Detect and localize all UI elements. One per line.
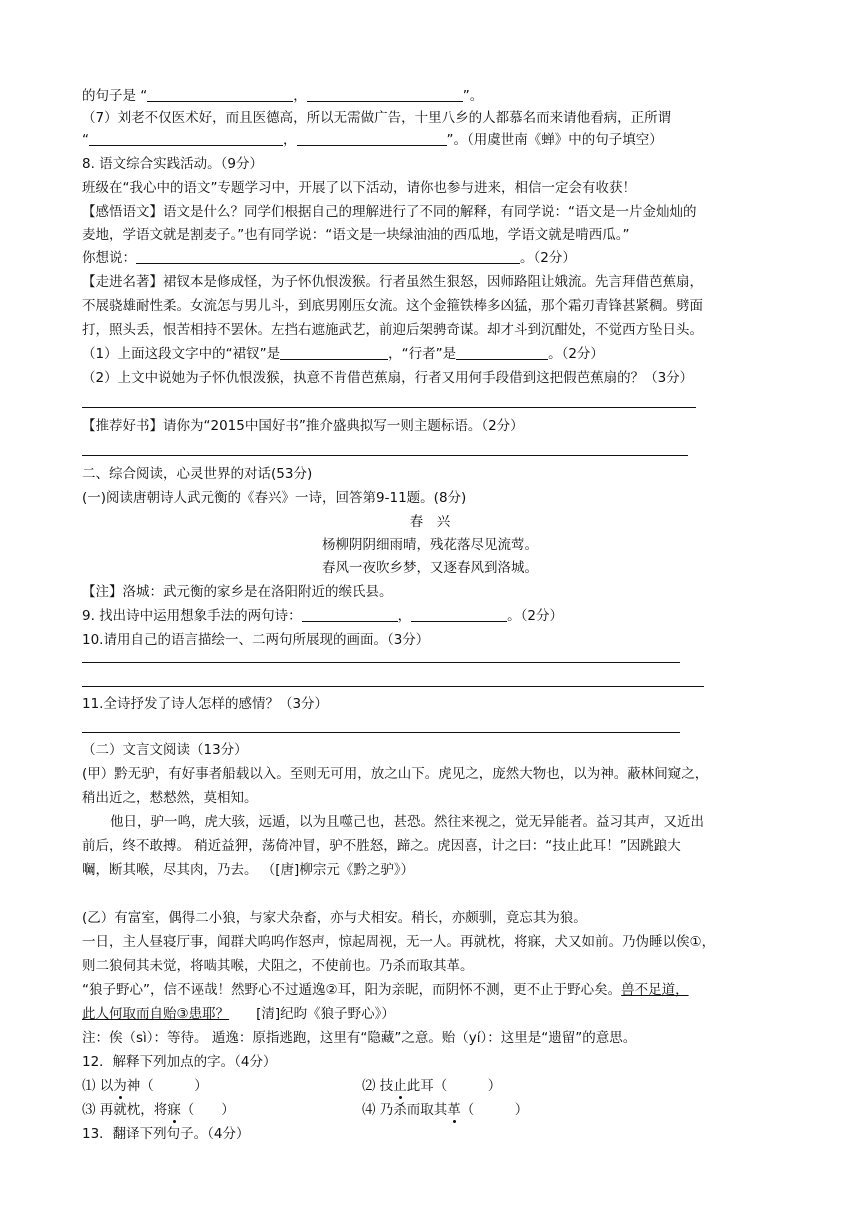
q9 bbox=[82, 606, 563, 626]
q7-sep: ， bbox=[283, 132, 297, 148]
q12-3-text: ⑶ 再就枕，将 bbox=[82, 1102, 168, 1118]
q8-intro: 班级在“我心中的语文”专题学习中，开展了以下活动，请你也参与进来，相信一定会有收获！ bbox=[82, 180, 636, 196]
dotted-char: 革 bbox=[447, 1102, 461, 1118]
passage-b-note: 注：俟（sì）：等待。 遁逸：原指逃跑，这里有“隐藏”之意。贻（yí）：这里是“遗留”的意思。 bbox=[82, 1030, 637, 1046]
q6-sep: ， bbox=[293, 88, 307, 104]
q8-s1-score: 。（2分） bbox=[520, 250, 576, 266]
q8-s2-q1-score: 。（2分） bbox=[548, 346, 604, 362]
q7-text: （7）刘老不仅医术好，而且医德高，所以无需做广告，十里八乡的人都慕名而来请他看病，正所谓 bbox=[82, 110, 672, 126]
q8-s1-answer bbox=[82, 248, 576, 268]
q7-pre: “ bbox=[82, 132, 89, 148]
answer-line[interactable] bbox=[82, 455, 688, 456]
q8-s2-line1: 【走进名著】裙钗本是修成怪，为子怀仇恨泼猴。行者虽然生狠怒，因师路阻让娥流。先言拜借芭蕉扇， bbox=[82, 274, 703, 290]
q8-s2-q2: （2）上文中说她为子怀仇恨泼猴，执意不肯借芭蕉扇，行者又用何手段借到这把假芭蕉扇的？（3分） bbox=[82, 370, 694, 386]
q12-2-text: ⑵ 技 bbox=[362, 1078, 394, 1094]
passage-b-source: [清]纪昀《狼子野心》） bbox=[229, 1006, 395, 1022]
q8-s1-line2: 麦地，学语文就是割麦子。”也有同学说：“语文是一块绿油油的西瓜地，学语文就是啃西瓜。” bbox=[82, 227, 630, 243]
passage-b-line1: (乙）有富室，偶得二小狼，与家犬杂畜，亦与犬相安。稍长，亦颇驯，竟忘其为狼。 bbox=[82, 910, 587, 926]
answer-line[interactable] bbox=[82, 686, 704, 687]
passage-b-text: “狼子野心”，信不诬哉！然野心不过遁逸②耳，阳为亲昵，而阴怀不测，更不止于野心矣。 bbox=[82, 982, 622, 998]
q8-title: 8. 语文综合实践活动。（9分） bbox=[82, 156, 264, 172]
answer-blank[interactable] bbox=[302, 607, 398, 622]
q8-s2-line3: 打，照头丢，恨苦相持不罢休。左挡右遮施武艺，前迎后架骋奇谋。却才斗到沉酣处，不觉西方坠日头。 bbox=[82, 322, 703, 338]
passage-b-line4 bbox=[82, 980, 689, 1000]
q9-text: 9. 找出诗中运用想象手法的两句诗： bbox=[82, 608, 302, 624]
dotted-char: 寐 bbox=[167, 1102, 181, 1118]
underlined-sentence: 兽不足道， bbox=[621, 982, 689, 998]
q12-title: 12．解释下列加点的字。（4分） bbox=[82, 1054, 277, 1070]
answer-line[interactable] bbox=[82, 407, 696, 408]
dotted-char: 止 bbox=[393, 1078, 407, 1094]
q8-s2-q1-text2: ，“行者”是 bbox=[388, 346, 457, 362]
answer-blank[interactable] bbox=[280, 345, 388, 360]
q8-s1-line1: 【感悟语文】语文是什么？同学们根据自己的理解进行了不同的解释，有同学说：“语文是一片金灿灿的 bbox=[82, 204, 697, 220]
q11: 11.全诗抒发了诗人怎样的感情？（3分） bbox=[82, 696, 329, 712]
q8-s2-q1-text: （1）上面这段文字中的“裙钗”是 bbox=[82, 346, 281, 362]
poem-line-2: 春风一夜吹乡梦，又逐春风到洛城。 bbox=[322, 560, 538, 576]
q13-title: 13．翻译下列句子。（4分） bbox=[82, 1126, 250, 1142]
passage-a-line4: 前后，终不敢搏。 稍近益狎，荡倚冲冒，驴不胜怒，蹄之。虎因喜，计之曰：“技止此耳！”因跳踉大 bbox=[82, 838, 681, 854]
q12-item-3 bbox=[82, 1100, 235, 1120]
answer-blank[interactable] bbox=[456, 345, 548, 360]
q12-4-blank[interactable]: （ ） bbox=[460, 1102, 529, 1118]
answer-blank[interactable] bbox=[89, 131, 283, 146]
answer-line[interactable] bbox=[82, 732, 680, 733]
passage-b-line2: 一日，主人昼寝厅事，闻群犬呜呜作怒声，惊起周视，无一人。再就枕，将寐，犬又如前。乃伪睡以俟①， bbox=[82, 934, 716, 950]
answer-blank[interactable] bbox=[307, 87, 463, 102]
q9-score: 。（2分） bbox=[507, 608, 564, 624]
passage-a-line3: 他日，驴一鸣，虎大骇，远遁，以为且噬己也，甚恐。然往来视之，觉无异能者。益习其声，又近出 bbox=[110, 814, 704, 830]
underlined-sentence: 此人何取而自贻③患耶？ bbox=[82, 1006, 230, 1022]
q8-s3: 【推荐好书】请你为“2015中国好书”推介盛典拟写一则主题标语。（2分） bbox=[82, 418, 524, 434]
q12-1-blank[interactable]: 神（ ） bbox=[126, 1078, 208, 1094]
q12-3-blank[interactable]: （ ） bbox=[180, 1102, 235, 1118]
answer-blank[interactable] bbox=[411, 607, 507, 622]
passage-a-line2: 稍出近之，慭慭然，莫相知。 bbox=[82, 790, 258, 806]
q7-answer-line bbox=[82, 130, 663, 150]
q6-pre: 的句子是 “ bbox=[82, 88, 148, 104]
answer-line[interactable] bbox=[82, 662, 680, 663]
poem-title: 春 兴 bbox=[409, 514, 451, 530]
answer-blank[interactable] bbox=[136, 249, 520, 264]
passage-a-line1: (甲）黔无驴，有好事者船载以入。至则无可用，放之山下。虎见之，庞然大物也，以为神。蔽林间窥之， bbox=[82, 766, 709, 782]
q8-s2-q1 bbox=[82, 344, 604, 364]
dotted-char: 为 bbox=[113, 1078, 127, 1094]
q6-post: ”。 bbox=[462, 88, 484, 104]
q9-sep: ， bbox=[397, 608, 412, 624]
q6-answer-line bbox=[82, 86, 483, 106]
q12-2-blank[interactable]: 此耳（ ） bbox=[406, 1078, 502, 1094]
q12-4-text: ⑷ 乃杀而取其 bbox=[362, 1102, 448, 1118]
answer-blank[interactable] bbox=[297, 131, 447, 146]
q10: 10.请用自己的语言描绘一、二两句所展现的画面。（3分） bbox=[82, 632, 430, 648]
q12-item-1 bbox=[82, 1076, 208, 1096]
passage-a-line5: 㘎，断其喉，尽其肉，乃去。 （[唐]柳宗元《黔之驴》） bbox=[82, 862, 415, 878]
q7-post: ”。（用虞世南《蝉》中的句子填空） bbox=[446, 132, 663, 148]
q12-item-4 bbox=[362, 1100, 528, 1120]
passage-b-line3: 则二狼伺其未觉，将啮其喉，犬阻之，不使前也。乃杀而取其革。 bbox=[82, 958, 474, 974]
poem-note: 【注】洛城：武元衡的家乡是在洛阳附近的缑氏县。 bbox=[82, 584, 393, 600]
q8-s1-prompt: 你想说： bbox=[82, 250, 136, 266]
answer-blank[interactable] bbox=[147, 87, 293, 102]
part2-sub1: (一)阅读唐朝诗人武元衡的《春兴》一诗，回答第9-11题。(8分) bbox=[82, 490, 467, 506]
poem-line-1: 杨柳阴阴细雨晴，残花落尽见流莺。 bbox=[322, 537, 538, 553]
q8-s2-line2: 不展骁雄耐性柔。女流怎与男儿斗，到底男刚压女流。这个金箍铁棒多凶猛，那个霜刃青锋甚紧稠。劈面 bbox=[82, 298, 703, 314]
classical-title: （二）文言文阅读（13分） bbox=[82, 742, 248, 758]
q12-1-text: ⑴ 以 bbox=[82, 1078, 114, 1094]
passage-b-line5 bbox=[82, 1004, 395, 1024]
part2-title: 二、综合阅读，心灵世界的对话(53分) bbox=[82, 466, 313, 482]
q12-item-2 bbox=[362, 1076, 501, 1096]
